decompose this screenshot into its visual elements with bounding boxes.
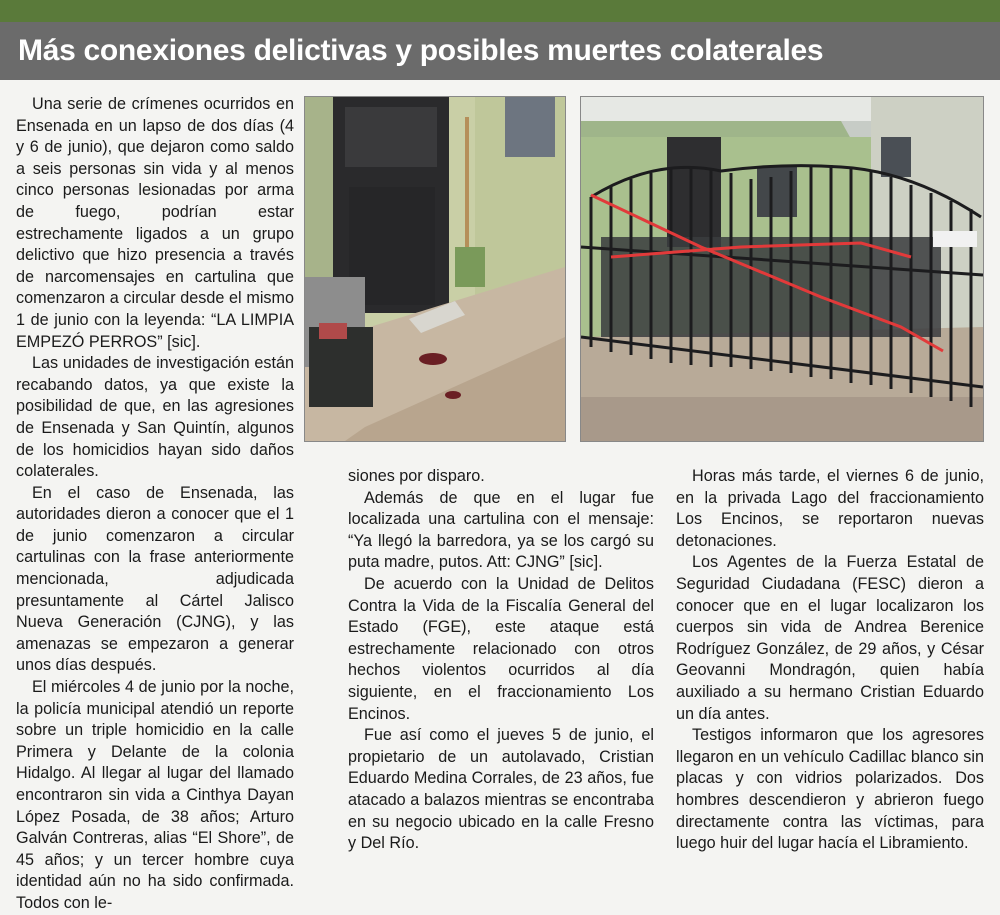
photo-crime-scene-gate (580, 96, 984, 442)
article-column-3 (676, 466, 984, 855)
photo-icon (581, 97, 983, 441)
paragraph: El miércoles 4 de junio por la noche, la policía municipal atendió un reporte sobre un triple homicidio en la calle Primera y Delante de la colonia Hidalgo. Al llegar al lugar del llamado encontraron sin vida a Cinthya Dayan López Posada, de 38 años; Arturo Galván Contreras, alias “El Shore”, de 45 años; y un tercer hombre cuya identidad aún no ha sido confirmada. Todos con le- (16, 678, 294, 912)
article-column-2 (348, 466, 654, 855)
paragraph: Horas más tarde, el viernes 6 de junio, en la privada Lago del fraccionamiento Los Encinos, se reportaron nuevas detonaciones. (676, 467, 984, 550)
headline: Más conexiones delictivas y posibles muertes colaterales (18, 34, 824, 67)
headline-banner (0, 22, 1000, 80)
paragraph: Los Agentes de la Fuerza Estatal de Seguridad Ciudadana (FESC) dieron a conocer que en el lugar localizaron los cuerpos sin vida de Andrea Berenice Rodríguez González, de 29 años, y César Geovanni Mondragón, quien había auxiliado a su hermano Cristian Eduardo un día antes. (676, 553, 984, 723)
paragraph: Testigos informaron que los agresores llegaron en un vehículo Cadillac blanco sin placas y con vidrios polarizados. Dos hombres descendieron y abrieron fuego directamente contra las víctimas, para luego huir del lugar hacía el Libramiento. (676, 726, 984, 853)
paragraph: Además de que en el lugar fue localizada una cartulina con el mensaje: “Ya llegó la barredora, ya se los cargó su puta madre, putos. Att: CJNG” [sic]. (348, 488, 654, 572)
paragraph: Las unidades de investigación están recabando datos, ya que existe la posibilidad de que, en las agresiones de Ensenada y San Quintín, algunos de los homicidios hayan sido daños colaterales. (16, 354, 294, 481)
photo-crime-scene-door (304, 96, 566, 442)
photo-icon (305, 97, 565, 441)
top-accent-bar (0, 0, 1000, 22)
paragraph: siones por disparo. (348, 467, 485, 485)
article-column-1 (16, 94, 294, 915)
paragraph: Una serie de crímenes ocurridos en Ensenada en un lapso de dos días (4 y 6 de junio), que dejaron como saldo a seis personas sin vida y al menos cinco personas lesionadas por arma de fuego, podrían estar estrechamente ligados a un grupo delictivo que hizo presencia a través de narcomensajes en cartulina que comenzaron a circular desde el mismo 1 de junio con la leyenda: “LA LIMPIA EMPEZÓ PERROS” [sic]. (16, 95, 294, 351)
paragraph: En el caso de Ensenada, las autoridades dieron a conocer que el 1 de junio comenzaron a circular cartulinas con la frase anteriormente mencionada, adjudicada presuntamente al Cártel Jalisco Nueva Generación (CJNG), y las amenazas se empezaron a generar unos días después. (16, 483, 294, 675)
paragraph: Fue así como el jueves 5 de junio, el propietario de un autolavado, Cristian Eduardo Medina Corrales, de 23 años, fue atacado a balazos mientras se encontraba en su negocio ubicado en la calle Fresno y Del Río. (348, 726, 654, 853)
paragraph: De acuerdo con la Unidad de Delitos Contra la Vida de la Fiscalía General del Estado (FGE), este ataque está estrechamente relacionado con otros hechos violentos ocurridos al día siguiente, en el fraccionamiento Los Encinos. (348, 574, 654, 723)
